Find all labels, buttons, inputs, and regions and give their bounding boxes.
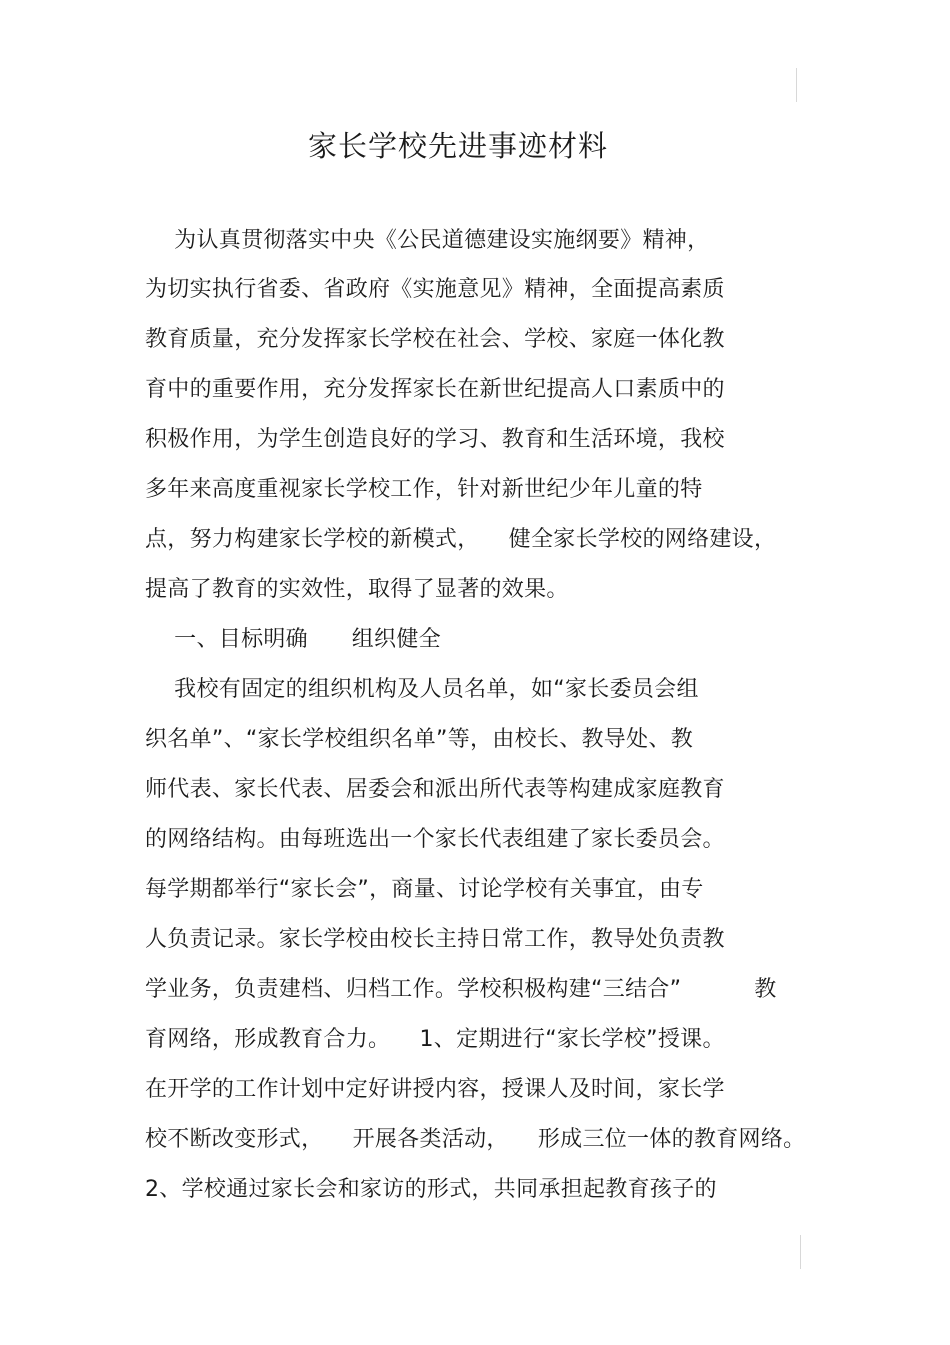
body-line: 为认真贯彻落实中央《公民道德建设实施纲要》精神， (145, 228, 710, 253)
body-line: 积极作用，为学生创造良好的学习、教育和生活环境，我校 (145, 427, 725, 452)
body-line: 人负责记录。家长学校由校长主持日常工作，教导处负责教 (145, 927, 725, 952)
section-heading: 一、目标明确 组织健全 (145, 627, 441, 652)
body-line: 每学期都举行“家长会”，商量、讨论学校有关事宜，由专 (145, 877, 704, 902)
document-title: 家长学校先进事迹材料 (307, 129, 608, 163)
body-line: 提高了教育的实效性，取得了显著的效果。 (145, 577, 569, 602)
body-line: 在开学的工作计划中定好讲授内容，授课人及时间，家长学 (145, 1077, 725, 1102)
body-line: 师代表、家长代表、居委会和派出所代表等构建成家庭教育 (145, 777, 725, 802)
body-line: 校不断改变形式， 开展各类活动， 形成三位一体的教育网络。 (145, 1127, 806, 1152)
body-line: 多年来高度重视家长学校工作，针对新世纪少年儿童的特 (145, 477, 703, 502)
body-line: 我校有固定的组织机构及人员名单，如“家长委员会组 (145, 677, 699, 702)
page-edge-mark-top (796, 68, 797, 102)
body-line: 的网络结构。由每班选出一个家长代表组建了家长委员会。 (145, 827, 725, 852)
body-line: 织名单”、“家长学校组织名单”等，由校长、教导处、教 (145, 727, 693, 752)
body-line: 育中的重要作用，充分发挥家长在新世纪提高人口素质中的 (145, 377, 725, 402)
body-line: 育网络，形成教育合力。 1、定期进行“家长学校”授课。 (145, 1027, 725, 1052)
page-edge-mark-bottom (800, 1235, 801, 1269)
body-line: 学业务，负责建档、归档工作。学校积极构建“三结合” 教 (145, 977, 777, 1002)
body-line: 教育质量，充分发挥家长学校在社会、学校、家庭一体化教 (145, 327, 725, 352)
body-line: 点，努力构建家长学校的新模式， 健全家长学校的网络建设， (145, 527, 777, 552)
body-line: 为切实执行省委、省政府《实施意见》精神，全面提高素质 (145, 277, 725, 302)
body-line: 2、学校通过家长会和家访的形式，共同承担起教育孩子的 (145, 1177, 717, 1202)
